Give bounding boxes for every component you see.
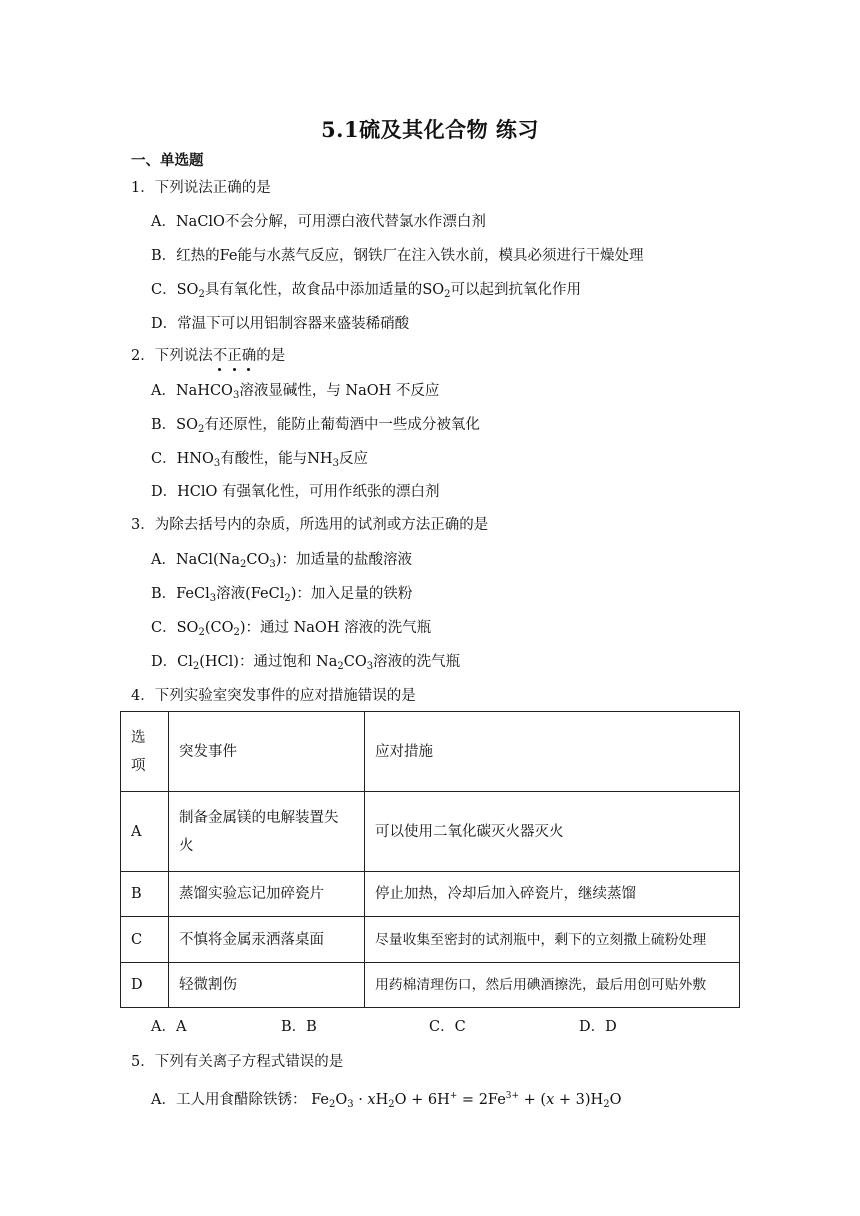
question-3-option-c: C．$SO_2(CO_2)$：通过 NaOH 溶液的洗气瓶 <box>151 620 432 638</box>
table-cell-option: B <box>121 872 169 917</box>
question-1-option-c: C．$SO_2$具有氧化性，故食品中添加适量的$SO_2$可以起到抗氧化作用 <box>151 282 582 300</box>
table-row <box>121 917 740 963</box>
question-1-option-d: D．常温下可以用铝制容器来盛装稀硝酸 <box>151 316 410 332</box>
question-2-option-c: C．$HNO_3$有酸性，能与$NH_3$反应 <box>151 451 368 469</box>
question-5-stem: 5．下列有关离子方程式错误的是 <box>131 1054 344 1070</box>
question-3-option-b: B．FeCl$_3$溶液(FeCl$_2$)：加入足量的铁粉 <box>151 586 413 604</box>
section-heading: 一、单选题 <box>131 152 204 169</box>
page-title: 5.1硫及其化合物 练习 <box>321 117 539 142</box>
header-cell-event: 突发事件 <box>169 712 365 792</box>
question-2-option-a: A．NaHCO$_3$溶液显碱性，与 NaOH 不反应 <box>151 383 440 401</box>
ionic-equation: $Fe_2O_3 \cdot xH_2O + 6H^+ = 2Fe^{3+} + (x + 3)H_2O$ <box>311 1091 622 1110</box>
question-1-option-a: A．NaClO不会分解，可用漂白液代替氯水作漂白剂 <box>151 214 486 230</box>
question-3-option-a: A．$NaCl(Na_2CO_3)$：加适量的盐酸溶液 <box>151 552 412 570</box>
question-3-stem: 3．为除去括号内的杂质，所选用的试剂或方法正确的是 <box>131 517 489 533</box>
measures-table <box>120 711 740 1008</box>
table-cell-measure: 可以使用二氧化碳灭火器灭火 <box>365 792 740 872</box>
question-4-choice-d: D．D <box>579 1019 617 1035</box>
question-2-option-d: D．HClO 有强氧化性，可用作纸张的漂白剂 <box>151 484 440 500</box>
table-cell-option: D <box>121 963 169 1008</box>
question-2-stem: 2．下列说法不正确的是 <box>131 348 286 364</box>
table-cell-measure: 停止加热，冷却后加入碎瓷片，继续蒸馏 <box>365 872 740 917</box>
table-cell-measure: 尽量收集至密封的试剂瓶中，剩下的立刻撒上硫粉处理 <box>365 917 740 963</box>
question-5-option-a: A．工人用食醋除铁锈： $Fe_2O_3 \cdot xH_2O + 6H^+ = 2Fe^{3+} + (x + 3)H_2O$ <box>151 1091 622 1110</box>
question-2-option-b: B．$SO_2$有还原性，能防止葡萄酒中一些成分被氧化 <box>151 417 480 435</box>
table-cell-event: 不慎将金属汞洒落桌面 <box>169 917 365 963</box>
question-4-stem: 4．下列实验室突发事件的应对措施错误的是 <box>131 688 416 704</box>
header-cell-option: 选 项 <box>121 712 169 792</box>
question-4-choice-a: A．A <box>151 1019 187 1035</box>
question-4-choice-b: B．B <box>281 1019 317 1035</box>
table-row <box>121 872 740 917</box>
table-cell-measure: 用药棉清理伤口，然后用碘酒擦洗，最后用创可贴外敷 <box>365 963 740 1008</box>
question-4-choice-c: C．C <box>429 1019 466 1035</box>
question-1-stem: 1．下列说法正确的是 <box>131 180 271 196</box>
question-1-option-b: B．红热的Fe能与水蒸气反应，钢铁厂在注入铁水前，模具必须进行干燥处理 <box>151 248 644 264</box>
question-3-option-d: D．$Cl_2(HCl)$：通过饱和 $Na_2CO_3$溶液的洗气瓶 <box>151 654 461 672</box>
table-row <box>121 963 740 1008</box>
table-cell-option: C <box>121 917 169 963</box>
table-cell-event: 蒸馏实验忘记加碎瓷片 <box>169 872 365 917</box>
table-row <box>121 792 740 872</box>
table-header-row <box>121 712 740 792</box>
header-cell-measure: 应对措施 <box>365 712 740 792</box>
table-cell-event: 制备金属镁的电解装置失 火 <box>169 792 365 872</box>
table-cell-option: A <box>121 792 169 872</box>
table-cell-event: 轻微割伤 <box>169 963 365 1008</box>
